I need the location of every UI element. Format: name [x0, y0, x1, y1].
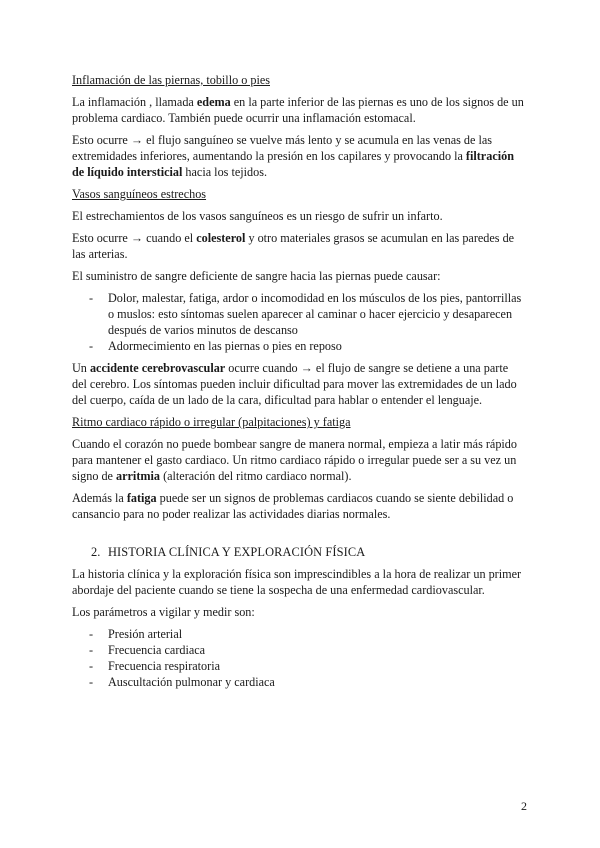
page-number: 2 [521, 799, 527, 813]
section-title: HISTORIA CLÍNICA Y EXPLORACIÓN FÍSICA [108, 545, 366, 559]
document-page [72, 72, 524, 696]
paragraph-fatiga: Además la fatiga puede ser un signos de problemas cardiacos cuando se siente debilidad o cansancio para no poder realizar las actividades diarias normales. [72, 491, 514, 521]
paragraph-colesterol: Esto ocurre → cuando el colesterol y otro materiales grasos se acumulan en las paredes de las arterias. [72, 231, 515, 261]
list-parametros [72, 626, 524, 690]
paragraph-suministro: El suministro de sangre deficiente de sangre hacia las piernas puede causar: [72, 269, 441, 283]
list-item: - Frecuencia cardiaca [72, 642, 524, 658]
paragraph-historia: La historia clínica y la exploración física son imprescindibles a la hora de realizar un primer abordaje del paciente cuando se tiene la sospecha de una enfermedad cardiovascular. [72, 567, 522, 597]
list-item: - Dolor, malestar, fatiga, ardor o incomodidad en los músculos de los pies, pantorrillas o muslos: esto síntomas suelen aparecer al caminar o hacer ejercicio y desaparecen después de varios minutos de descanso [72, 290, 524, 338]
list-sintomas [72, 290, 524, 354]
list-item: - Presión arterial [72, 626, 524, 642]
list-item: - Auscultación pulmonar y cardiaca [72, 674, 524, 690]
section-number: 2. [91, 545, 101, 559]
paragraph-arritmia: Cuando el corazón no puede bombear sangre de manera normal, empieza a latir más rápido para mantener el gasto cardiaco. Un ritmo cardiaco rápido o irregular puede ser a su vez un signo de arritmia (alteración del ritmo cardiaco normal). [72, 437, 517, 483]
heading-vasos: Vasos sanguíneos estrechos [72, 187, 207, 201]
paragraph-edema: La inflamación , llamada edema en la parte inferior de las piernas es uno de los signos de un problema cardiaco. También puede ocurrir una inflamación estomacal. [72, 95, 524, 125]
paragraph-acv: Un accidente cerebrovascular ocurre cuando → el flujo de sangre se detiene a una parte del cerebro. Los síntomas pueden incluir dificultad para mover las extremidades de un lado del cuerpo, caída de un lado de la cara, dificultad para hablar o entender el lenguaje. [72, 361, 517, 407]
list-item: - Adormecimiento en las piernas o pies en reposo [72, 338, 524, 354]
paragraph-parametros: Los parámetros a vigilar y medir son: [72, 605, 255, 619]
heading-inflamacion: Inflamación de las piernas, tobillo o pies [72, 73, 270, 87]
paragraph-estrechamiento: El estrechamientos de los vasos sanguíneos es un riesgo de sufrir un infarto. [72, 209, 443, 223]
paragraph-flujo: Esto ocurre → el flujo sanguíneo se vuelve más lento y se acumula en las venas de las extremidades inferiores, aumentando la presión en los capilares y provocando la filtración de líquido intersticial hacia los tejidos. [72, 133, 514, 179]
heading-ritmo: Ritmo cardiaco rápido o irregular (palpitaciones) y fatiga [72, 415, 351, 429]
section-heading-historia [72, 544, 524, 560]
list-item: - Frecuencia respiratoria [72, 658, 524, 674]
